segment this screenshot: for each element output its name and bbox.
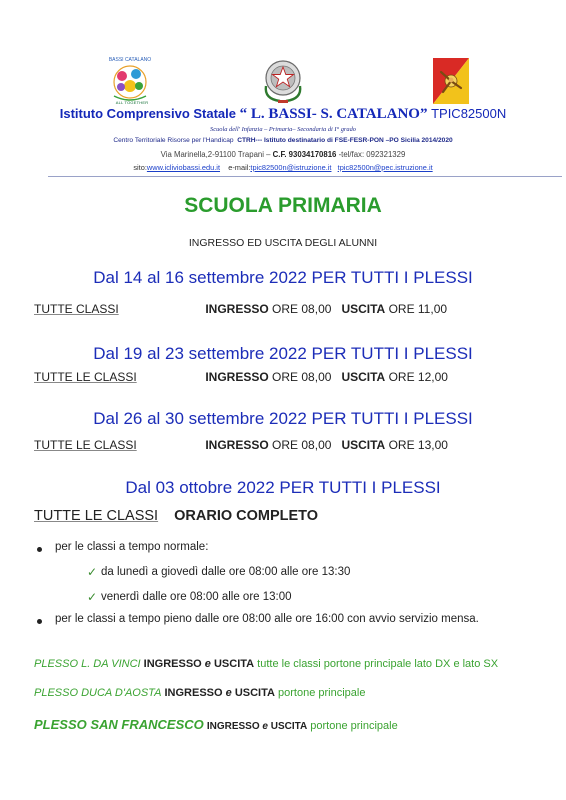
classes-label: TUTTE LE CLASSI: [34, 370, 137, 384]
institute-title-prefix: Istituto Comprensivo Statale: [59, 106, 236, 121]
tax-code: C.F. 93034170816: [272, 150, 337, 159]
school-logo-label: BASSI CATALANO: [108, 57, 152, 63]
plesso-name: PLESSO L. DA VINCI: [34, 658, 141, 670]
period-heading: Dal 19 al 23 settembre 2022 PER TUTTI I PLESSI: [93, 344, 473, 363]
uscita-time: ORE 12,00: [388, 370, 448, 384]
phone: -tel/fax: 092321329: [338, 150, 406, 159]
plesso-name: PLESSO DUCA D'AOSTA: [34, 687, 162, 699]
ingresso-label: INGRESSO: [205, 302, 269, 316]
italian-emblem-icon: [260, 54, 306, 106]
ingresso-label: INGRESSO: [205, 370, 269, 384]
ingresso-time: ORE 08,00: [272, 438, 332, 452]
period-heading: Dal 03 ottobre 2022 PER TUTTI I PLESSI: [125, 478, 441, 497]
list-item: [87, 565, 351, 579]
plesso-uscita: USCITA: [270, 721, 308, 732]
period-schedule-row: [34, 438, 448, 452]
ingresso-time: ORE 08,00: [272, 370, 332, 384]
list-item-text: venerdì dalle ore 08:00 alle ore 13:00: [101, 591, 292, 603]
bullet-icon: [37, 547, 42, 552]
period-heading: Dal 14 al 16 settembre 2022 PER TUTTI I PLESSI: [93, 268, 473, 287]
uscita-label: USCITA: [341, 302, 386, 316]
institute-code: TPIC82500N: [431, 106, 507, 121]
classes-label: TUTTE LE CLASSI: [34, 438, 137, 452]
period-schedule-row: [34, 508, 318, 524]
plesso-row: [34, 658, 498, 670]
institute-contacts-line: [0, 163, 566, 172]
institute-address-line: [0, 150, 566, 159]
classes-label: TUTTE LE CLASSI: [34, 508, 159, 524]
school-logo-caption: ALL TOGETHER: [115, 100, 149, 105]
plesso-conjunction: e: [204, 658, 211, 670]
ctrh-details: CTRH--- Istituto destinatario di FSE-FESR-PON –PO Sicilia 2014/2020: [237, 137, 453, 144]
plesso-uscita: USCITA: [213, 658, 255, 670]
plesso-ingresso: INGRESSO: [143, 658, 202, 670]
uscita-time: ORE 11,00: [388, 302, 448, 316]
uscita-time: ORE 13,00: [388, 438, 448, 452]
sicily-flag-icon: [433, 58, 469, 104]
website-link[interactable]: www.icliviobassi.edu.it: [146, 163, 221, 172]
plesso-row: [34, 717, 398, 732]
checkmark-icon: ✓: [87, 565, 98, 579]
email-link[interactable]: tpic82500n@istruzione.it: [250, 163, 332, 172]
list-item-text: per le classi a tempo normale:: [55, 541, 209, 553]
list-item: [87, 590, 292, 604]
plesso-note: portone principale: [310, 720, 398, 732]
site-label: sito:: [133, 163, 147, 172]
address: Via Marinella,2-91100 Trapani –: [160, 150, 271, 159]
plesso-name: PLESSO SAN FRANCESCO: [34, 717, 204, 732]
plesso-ingresso: INGRESSO: [206, 721, 260, 732]
list-item: [55, 613, 479, 625]
page-title: SCUOLA PRIMARIA: [184, 194, 382, 217]
list-item: [55, 541, 208, 553]
list-item-text: per le classi a tempo pieno dalle ore 08:00 alle ore 16:00 con avvio servizio mensa.: [55, 613, 479, 625]
period-schedule-row: [34, 370, 448, 384]
plesso-conjunction: e: [225, 687, 232, 699]
plesso-ingresso: INGRESSO: [164, 687, 223, 699]
ingresso-label: INGRESSO: [205, 438, 269, 452]
period-schedule-row: [34, 302, 447, 316]
classes-label: TUTTE CLASSI: [34, 302, 119, 316]
header-divider: [48, 176, 562, 177]
institute-subtitle: Scuola dell' Infanzia – Primaria– Secondaria di I° grado: [210, 126, 356, 133]
uscita-label: USCITA: [341, 438, 386, 452]
page-subtitle: INGRESSO ED USCITA DEGLI ALUNNI: [188, 237, 378, 249]
period-heading: Dal 26 al 30 settembre 2022 PER TUTTI I PLESSI: [93, 409, 473, 428]
plesso-note: portone principale: [278, 687, 366, 699]
checkmark-icon: ✓: [87, 590, 98, 604]
bullet-icon: [37, 619, 42, 624]
institute-ctrh-line: [0, 137, 566, 144]
ctrh-label: Centro Territoriale Risorse per l'Handicap: [113, 137, 234, 144]
list-item-text: da lunedì a giovedì dalle ore 08:00 alle ore 13:30: [101, 566, 351, 578]
plesso-note: tutte le classi portone principale lato DX e lato SX: [257, 658, 499, 670]
institute-names: “ L. BASSI- S. CATALANO”: [239, 106, 428, 122]
plesso-conjunction: e: [262, 721, 268, 732]
full-schedule-label: ORARIO COMPLETO: [174, 508, 319, 524]
institute-title: [0, 106, 566, 123]
uscita-label: USCITA: [341, 370, 386, 384]
plesso-uscita: USCITA: [234, 687, 275, 699]
ingresso-time: ORE 08,00: [272, 302, 332, 316]
pec-link[interactable]: tpic82500n@pec.istruzione.it: [337, 163, 433, 172]
plesso-row: [34, 687, 365, 699]
email-label: e-mail:: [228, 163, 251, 172]
